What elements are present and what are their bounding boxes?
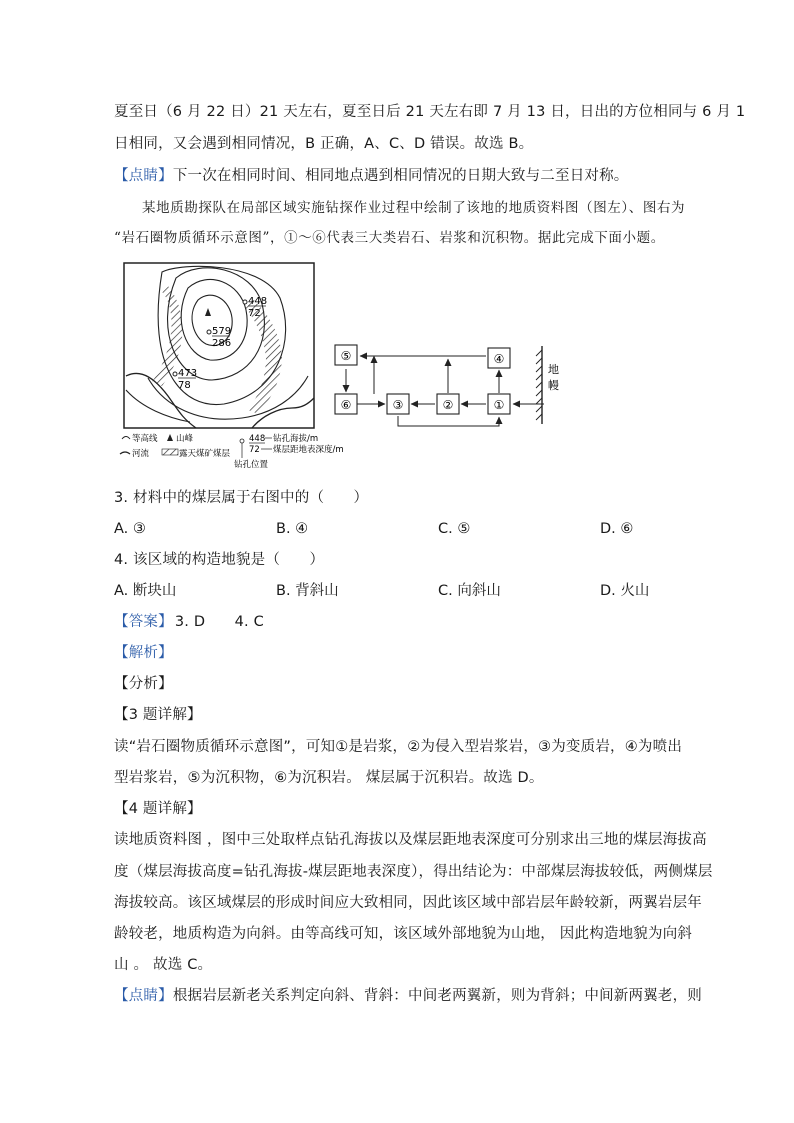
well-1-altitude: 448	[248, 296, 268, 307]
dianjing-line	[114, 986, 702, 1006]
mantle-label: 幔	[548, 379, 559, 392]
q3-detail-line: 读“岩石圈物质循环示意图”，可知①是岩浆，②为侵入型岩浆岩，③为变质岩，④为喷出	[114, 739, 683, 755]
q3-detail-line: 型岩浆岩，⑤为沉积物，⑥为沉积岩。 煤层属于沉积岩。故选 D。	[114, 770, 544, 786]
intro-line: “岩石圈物质循环示意图”，①～⑥代表三大类岩石、岩浆和沉积物。据此完成下面小题。	[114, 230, 665, 246]
well-position	[207, 330, 211, 334]
legend-peak: 山峰	[176, 434, 194, 444]
legend-position-label: 钻孔位置	[234, 460, 269, 470]
well-1-depth: 72	[248, 308, 261, 319]
map-legend	[120, 433, 344, 470]
dianjing-tag: 【点睛】	[114, 168, 173, 184]
box-6-label: ⑥	[340, 398, 352, 412]
legend-depth-sample: 72	[249, 445, 260, 455]
paragraph-line: 日相同，又会遇到相同情况，B 正确，A、C、D 错误。故选 B。	[114, 136, 534, 152]
well-3-depth: 78	[178, 380, 191, 391]
dianjing-line	[114, 166, 629, 186]
q4-option-b[interactable]: B. 背斜山	[276, 583, 339, 599]
well-2-altitude: 579	[212, 326, 232, 337]
q3-option-c[interactable]: C. ⑤	[438, 521, 471, 537]
q3-detail-tag: 【3 题详解】	[114, 707, 202, 723]
q4-detail-line: 读地质资料图 ，图中三处取样点钻孔海拔以及煤层距地表深度可分别求出三地的煤层海拔高	[114, 832, 707, 848]
answer-tag: 【答案】	[114, 614, 173, 630]
box-1-label: ①	[493, 398, 505, 412]
legend-contour: 等高线	[132, 434, 158, 444]
q4-detail-line: 龄较老，地质构造为向斜。由等高线可知，该区域外部地貌为山地， 因此构造地貌为向斜	[114, 926, 693, 942]
q4-option-c[interactable]: C. 向斜山	[438, 583, 501, 599]
paragraph-line: 夏至日（6 月 22 日）21 天左右，夏至日后 21 天左右即 7 月 13 日，日出的方位相同与 6 月 1	[114, 104, 746, 120]
answer-text: 3. D 4. C	[174, 614, 264, 630]
legend-river: 河流	[132, 449, 150, 459]
legend-peak-icon	[167, 434, 173, 441]
well-2-depth: 286	[212, 338, 232, 349]
answer-line	[114, 612, 264, 632]
legend-alt-sample: 448	[249, 434, 266, 444]
legend-depth-label: 煤层距地表深度/m	[273, 445, 344, 455]
well-3-altitude: 473	[178, 368, 198, 379]
intro-line: 某地质勘探队在局部区域实施钻探作业过程中绘制了该地的地质资料图（图左）、图右为	[142, 200, 686, 216]
box-2-label: ②	[442, 398, 454, 412]
geology-figure	[112, 258, 582, 470]
q3-option-b[interactable]: B. ④	[276, 521, 309, 537]
legend-alt-label: 钻孔海拔/m	[273, 434, 319, 444]
dianjing-tag: 【点睛】	[114, 988, 173, 1004]
analysis-tag: 【解析】	[114, 645, 173, 661]
q3-option-a[interactable]: A. ③	[114, 521, 146, 537]
legend-coal: 露天煤矿煤层	[179, 449, 231, 459]
q4-option-d[interactable]: D. 火山	[600, 583, 650, 599]
box-5-label: ⑤	[340, 349, 352, 363]
mantle-label: 地	[548, 363, 559, 376]
fenxi-tag: 【分析】	[114, 676, 173, 692]
well-position	[173, 372, 177, 376]
q4-detail-line: 海拔较高。该区域煤层的形成时间应大致相同，因此该区域中部岩层年龄较新，两翼岩层年	[114, 895, 702, 911]
box-3-label: ③	[392, 398, 404, 412]
dianjing-text: 根据岩层新老关系判定向斜、背斜：中间老两翼新，则为背斜；中间新两翼老，则	[172, 988, 703, 1004]
geology-map	[124, 263, 314, 428]
question-4: 4. 该区域的构造地貌是（ ）	[114, 552, 325, 568]
q4-detail-line: 山 。 故选 C。	[114, 957, 213, 973]
q4-detail-tag: 【4 题详解】	[114, 801, 202, 817]
rock-cycle-diagram	[335, 345, 559, 426]
q3-option-d[interactable]: D. ⑥	[600, 521, 634, 537]
dianjing-text: 下一次在相同时间、相同地点遇到相同情况的日期大致与二至日对称。	[172, 168, 629, 184]
question-3: 3. 材料中的煤层属于右图中的（ ）	[114, 490, 369, 506]
q4-detail-line: 度（煤层海拔高度=钻孔海拔-煤层距地表深度），得出结论为：中部煤层海拔较低，两侧煤层	[114, 864, 713, 880]
box-4-label: ④	[493, 352, 505, 366]
q4-option-a[interactable]: A. 断块山	[114, 583, 177, 599]
well-position	[243, 300, 247, 304]
